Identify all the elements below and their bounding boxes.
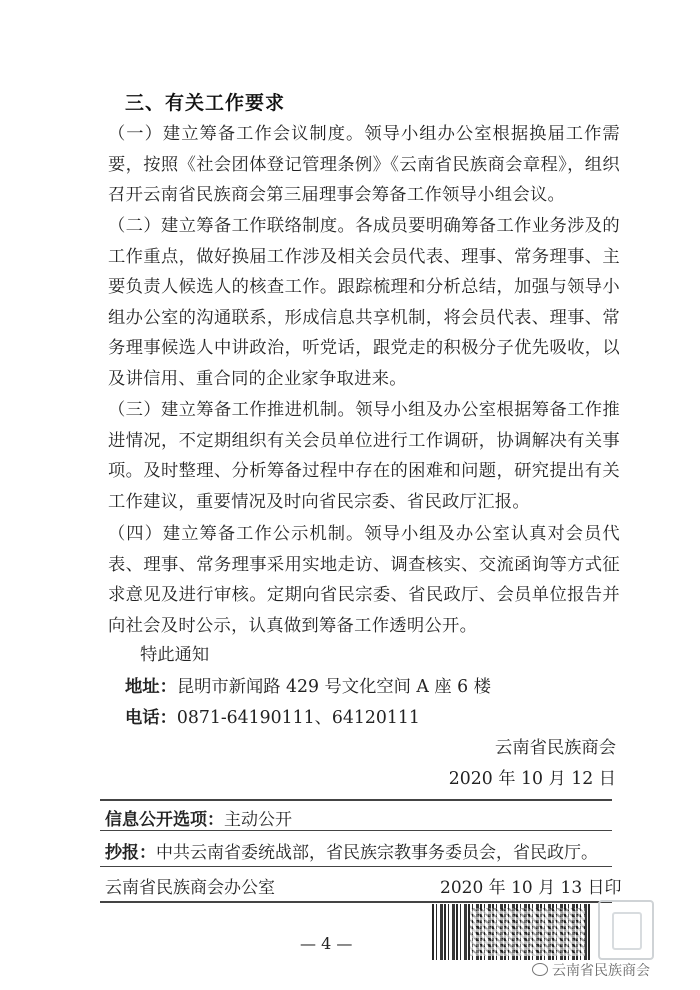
- address-line: [125, 672, 491, 697]
- divider-3: [100, 866, 612, 867]
- paragraph-meeting-system: （一）建立筹备工作会议制度。领导小组办公室根据换届工作需要，按照《社会团体登记管理条例》《云南省民族商会章程》，组织召开云南省民族商会第三届理事会筹备工作领导小组会议。: [108, 124, 620, 206]
- address-value: 昆明市新闻路 429 号文化空间 A 座 6 楼: [176, 677, 491, 697]
- disclosure-label: 信息公开选项：: [105, 810, 224, 830]
- print-date: 2020 年 10 月 13 日印: [440, 878, 622, 898]
- phone-line: [125, 703, 420, 728]
- wechat-watermark: [532, 960, 650, 980]
- wechat-account-name: 云南省民族商会: [552, 963, 650, 979]
- disclosure-value: 主动公开: [224, 810, 292, 830]
- divider-2: [100, 830, 612, 831]
- address-label: 地址：: [125, 677, 177, 697]
- qr-code-pattern: [470, 908, 585, 956]
- wechat-icon: [532, 963, 548, 976]
- cc-line: [105, 838, 598, 863]
- paragraph-promotion-mechanism: （三）建立筹备工作推进机制。领导小组及办公室根据筹备工作推进情况，不定期组织有关会员单位进行工作调研，协调解决有关事项。及时整理、分析筹备过程中存在的困难和问题，研究提出有关工作建议，重要情况及时向省民宗委、省民政厅汇报。: [108, 400, 620, 512]
- phone-value: 0871-64190111、64120111: [176, 708, 420, 728]
- divider-top: [100, 799, 612, 801]
- page-number: — 4 —: [300, 934, 353, 953]
- notice-text: 特此通知: [140, 645, 210, 665]
- watermark-logo-icon: [598, 900, 654, 960]
- phone-label: 电话：: [125, 708, 177, 728]
- section-title: 三、有关工作要求: [125, 92, 286, 114]
- issuing-office: 云南省民族商会办公室: [105, 878, 275, 898]
- cc-value: 中共云南省委统战部，省民族宗教事务委员会，省民政厅。: [156, 843, 598, 863]
- divider-bottom: [100, 901, 612, 903]
- disclosure-line: [105, 805, 292, 830]
- paragraph-liaison-system: （二）建立筹备工作联络制度。各成员要明确筹备工作业务涉及的工作重点，做好换届工作涉及相关会员代表、理事、常务理事、主要负责人候选人的核查工作。跟踪梳理和分析总结，加强与领导小组办公室的沟通联系，形成信息共享机制，将会员代表、理事、常务理事候选人中讲政治，听党话，跟党走的积极分子优先吸收，以及讲信用、重合同的企业家争取进来。: [108, 216, 620, 389]
- cc-label: 抄报：: [105, 843, 156, 863]
- paragraph-publicity-mechanism: （四）建立筹备工作公示机制。领导小组及办公室认真对会员代表、理事、常务理事采用实地走访、调查核实、交流函询等方式征求意见及进行审核。定期向省民宗委、省民政厅、会员单位报告并向社会及时公示，认真做到筹备工作透明公开。: [108, 524, 620, 636]
- signature-org: 云南省民族商会: [495, 738, 616, 758]
- signature-date: 2020 年 10 月 12 日: [448, 769, 616, 789]
